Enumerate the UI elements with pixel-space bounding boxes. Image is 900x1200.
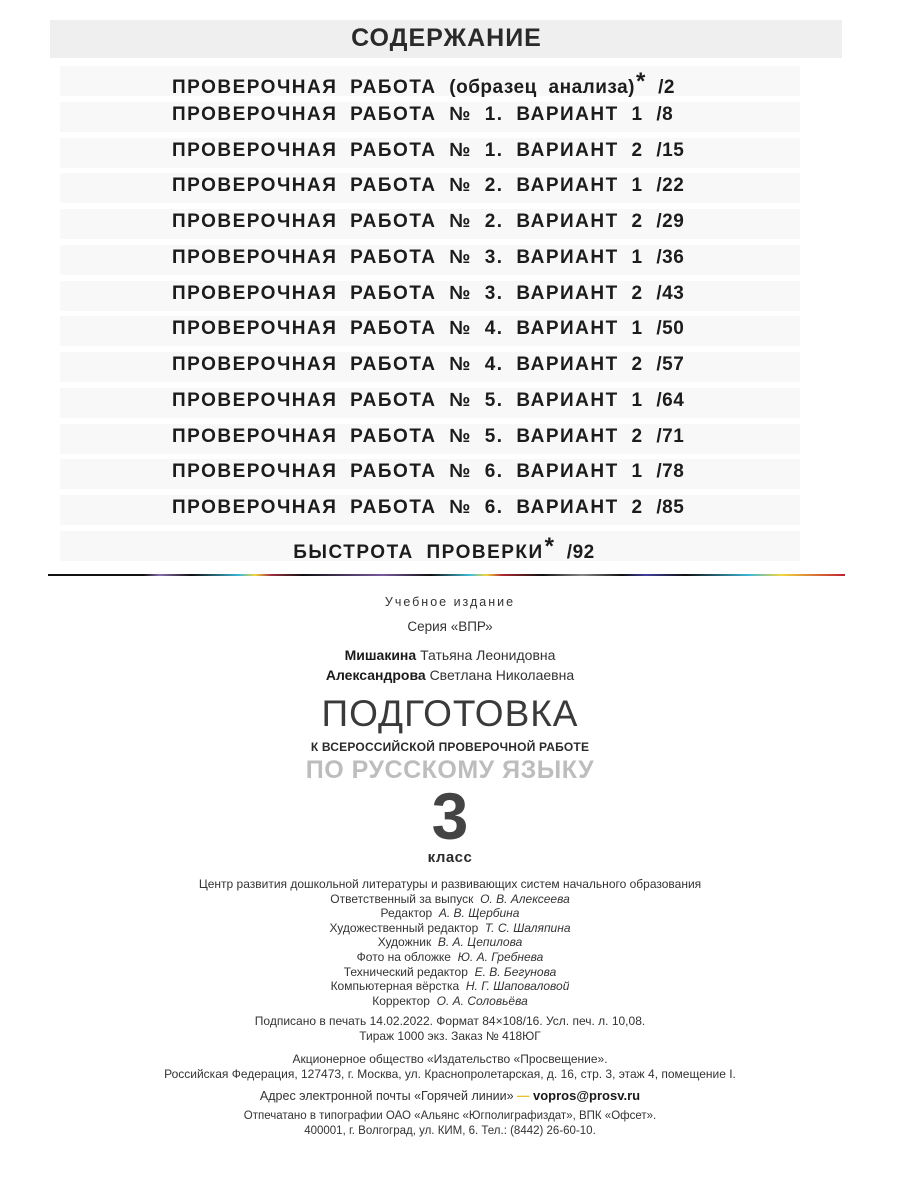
author-name: Светлана Николаевна <box>429 667 575 683</box>
toc-item-label: ПРОВЕРОЧНАЯ РАБОТА № 2. ВАРИАНТ 2 <box>172 211 644 232</box>
toc-item-page: /22 <box>656 175 685 196</box>
hotline-email-link[interactable]: vopros@prosv.ru <box>533 1088 641 1103</box>
toc-item-label: ПРОВЕРОЧНАЯ РАБОТА № 3. ВАРИАНТ 1 <box>172 247 644 268</box>
hotline <box>0 1088 900 1103</box>
toc-item-label: ПРОВЕРОЧНАЯ РАБОТА <box>172 77 437 98</box>
asterisk-icon: * <box>636 68 646 95</box>
credit-line: Художник В. А. Цепилова <box>377 935 523 950</box>
credit-line: Художественный редактор Т. С. Шаляпина <box>329 920 571 935</box>
toc-item-page: /92 <box>566 542 595 563</box>
toc-item-label: ПРОВЕРОЧНАЯ РАБОТА № 5. ВАРИАНТ 1 <box>172 390 644 411</box>
toc-item-page: /29 <box>656 211 685 232</box>
publishing-center: Центр развития дошкольной литературы и развивающих систем начального образования <box>198 877 702 891</box>
book-title: ПОДГОТОВКА <box>321 693 579 734</box>
author-name: Татьяна Леонидовна <box>420 647 556 663</box>
toc-item-page: /57 <box>656 354 685 375</box>
toc-item-label: БЫСТРОТА ПРОВЕРКИ <box>293 542 544 563</box>
toc-item[interactable] <box>172 175 684 197</box>
toc-item[interactable] <box>172 318 684 340</box>
credit-line: Редактор А. В. Щербина <box>380 906 520 921</box>
printer-name: Отпечатано в типографии ОАО «Альянс «Югполиграфиздат», ВПК «Офсет». <box>243 1110 657 1122</box>
credit-line: Технический редактор Е. В. Бегунова <box>343 964 557 979</box>
asterisk-icon: * <box>544 533 555 560</box>
circulation-info: Тираж 1000 экз. Заказ № 418ЮГ <box>359 1029 541 1043</box>
hotline-dash: — <box>517 1089 530 1103</box>
edition-type: Учебное издание <box>384 595 516 609</box>
toc-item-label: ПРОВЕРОЧНАЯ РАБОТА № 4. ВАРИАНТ 2 <box>172 354 644 375</box>
toc-title: СОДЕРЖАНИЕ <box>351 24 542 52</box>
toc-item-page: /64 <box>656 390 685 411</box>
toc-item-page: /2 <box>658 77 675 98</box>
credit-line: Корректор О. А. Соловьёва <box>372 993 528 1008</box>
credit-line: Фото на обложке Ю. А. Гребнева <box>356 949 544 964</box>
author-surname: Мишакина <box>344 647 417 663</box>
toc-item-page: /15 <box>656 140 685 161</box>
toc-item-page: /50 <box>656 318 685 339</box>
printer-address: 400001, г. Волгоград, ул. КИМ, 6. Тел.: (8442) 26-60-10. <box>304 1125 596 1137</box>
toc-item[interactable] <box>172 497 684 519</box>
series-label: Серия «ВПР» <box>407 619 493 634</box>
toc-item[interactable] <box>172 461 684 483</box>
credits-block <box>0 877 900 1008</box>
toc-item[interactable] <box>172 390 684 412</box>
toc-item-label: ПРОВЕРОЧНАЯ РАБОТА № 6. ВАРИАНТ 1 <box>172 461 644 482</box>
toc-item[interactable] <box>172 354 684 376</box>
toc-item[interactable] <box>172 247 684 269</box>
toc-item-page: /71 <box>656 426 685 447</box>
credit-line: Ответственный за выпуск О. В. Алексеева <box>330 891 570 906</box>
publisher-name: Акционерное общество «Издательство «Просвещение». <box>292 1052 608 1066</box>
toc-item-label: ПРОВЕРОЧНАЯ РАБОТА № 3. ВАРИАНТ 2 <box>172 283 644 304</box>
toc-item-label: ПРОВЕРОЧНАЯ РАБОТА № 2. ВАРИАНТ 1 <box>172 175 644 196</box>
print-info: Подписано в печать 14.02.2022. Формат 84×108/16. Усл. печ. л. 10,08. <box>254 1014 646 1028</box>
toc-item-label: ПРОВЕРОЧНАЯ РАБОТА № 4. ВАРИАНТ 1 <box>172 318 644 339</box>
toc-item-page: /85 <box>656 497 685 518</box>
toc-item[interactable] <box>172 104 673 126</box>
toc-item-suffix: (образец анализа) <box>449 77 636 98</box>
book-subject: ПО РУССКОМУ ЯЗЫКУ <box>305 756 595 784</box>
toc-item[interactable] <box>0 533 894 564</box>
author <box>0 647 900 663</box>
toc-item[interactable] <box>172 211 684 233</box>
credit-line: Компьютерная вёрстка Н. Г. Шаповаловой <box>330 979 570 994</box>
toc-item-page: /43 <box>656 283 685 304</box>
author <box>0 667 900 683</box>
toc-item[interactable] <box>172 68 675 99</box>
toc-item-page: /36 <box>656 247 685 268</box>
grade-number: 3 <box>431 779 469 853</box>
toc-item[interactable] <box>172 140 684 162</box>
toc-item-page: /8 <box>656 104 674 125</box>
toc-item-label: ПРОВЕРОЧНАЯ РАБОТА № 1. ВАРИАНТ 1 <box>172 104 644 125</box>
toc-item-label: ПРОВЕРОЧНАЯ РАБОТА № 6. ВАРИАНТ 2 <box>172 497 644 518</box>
toc-item-label: ПРОВЕРОЧНАЯ РАБОТА № 1. ВАРИАНТ 2 <box>172 140 644 161</box>
toc-item-page: /78 <box>656 461 685 482</box>
toc-item[interactable] <box>172 426 684 448</box>
hotline-label: Адрес электронной почты «Горячей линии» <box>259 1089 514 1103</box>
toc-item-label: ПРОВЕРОЧНАЯ РАБОТА № 5. ВАРИАНТ 2 <box>172 426 644 447</box>
grade-label: класс <box>427 849 473 866</box>
section-divider <box>48 574 845 576</box>
toc-item[interactable] <box>172 283 684 305</box>
publisher-address: Российская Федерация, 127473, г. Москва, ул. Краснопролетарская, д. 16, стр. 3, этаж 4, помещение I. <box>164 1067 736 1081</box>
book-subtitle: К ВСЕРОССИЙСКОЙ ПРОВЕРОЧНОЙ РАБОТЕ <box>310 740 590 754</box>
author-surname: Александрова <box>325 667 426 683</box>
